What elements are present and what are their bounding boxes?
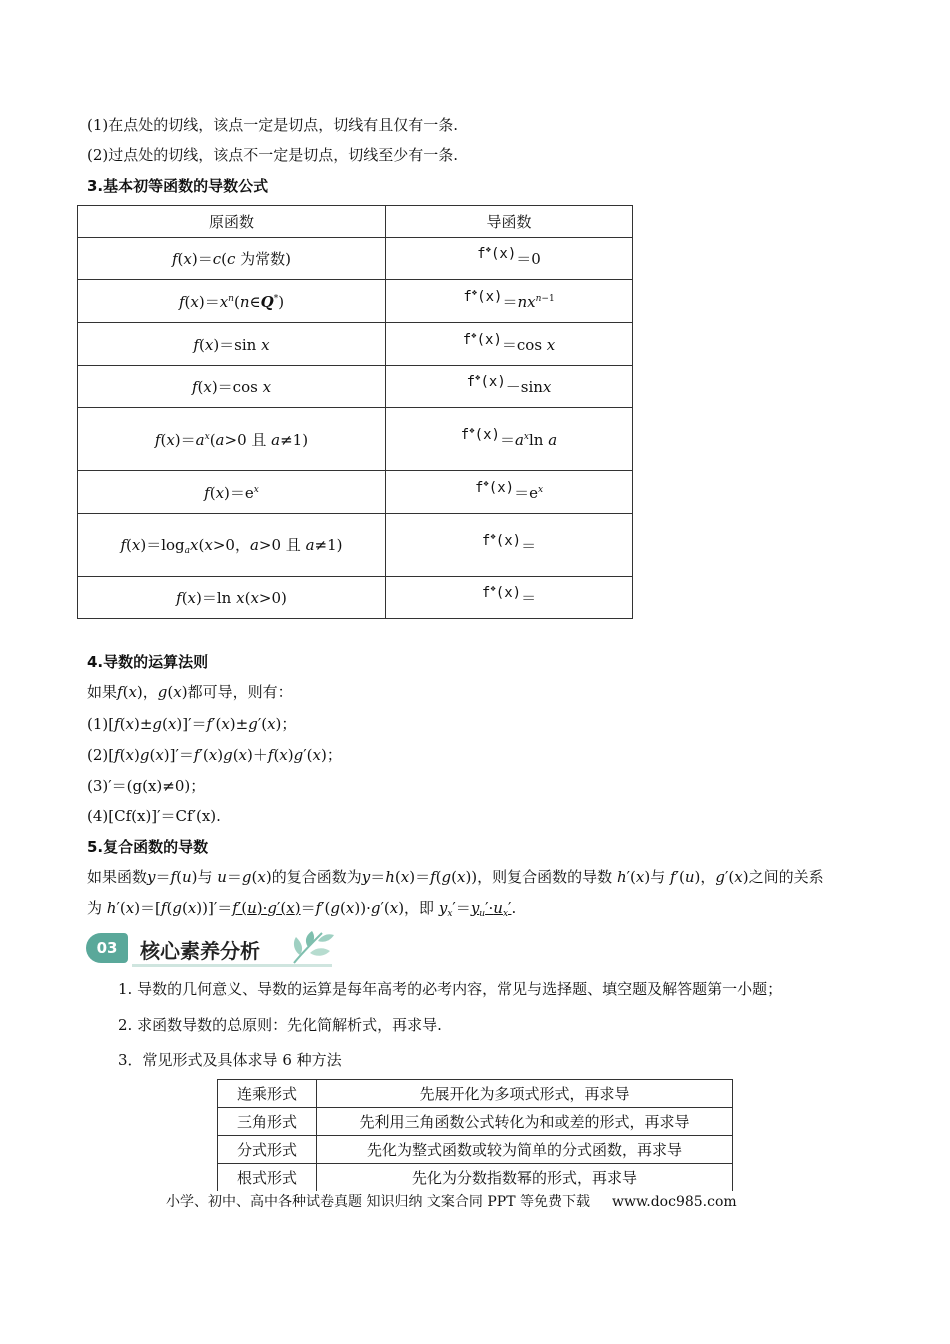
method-description: 先化为整式函数或较为简单的分式函数，再求导 <box>317 1136 733 1164</box>
leaf-icon <box>288 929 336 965</box>
table-row <box>78 408 633 471</box>
deriv-function: f❖(x)＝cos x <box>386 323 633 366</box>
analysis-item-1: 1. 导数的几何意义、导数的运算是每年高考的必考内容，常见与选择题、填空题及解答题第一小题； <box>118 980 783 998</box>
analysis-item-2: 2. 求函数导数的总原则：先化简解析式，再求导. <box>118 1016 442 1034</box>
table-row <box>78 577 633 619</box>
orig-function: f(x)＝sin x <box>78 323 386 366</box>
col-derivative-header: 导函数 <box>386 206 633 238</box>
table-row <box>78 366 633 408</box>
section-number-badge: 03 <box>86 933 128 963</box>
section5-text-1: 如果函数y＝f(u)与 u＝g(x)的复合函数为y＝h(x)＝f(g(x))，则复合函数的导数 h′(x)与 f′(u)，g′(x)之间的关系 <box>87 868 824 886</box>
orig-function: $f(x)=e^x$ <box>78 471 386 514</box>
section3-heading: 3.基本初等函数的导数公式 <box>87 177 269 195</box>
footer-text: 小学、初中、高中各种试卷真题 知识归纳 文案合同 PPT 等免费下载 <box>166 1194 590 1210</box>
rule-2: (2)[f(x)g(x)]′＝f′(x)g(x)＋f(x)g′(x)； <box>87 746 342 764</box>
method-description: 先利用三角函数公式转化为和或差的形式，再求导 <box>317 1108 733 1136</box>
table-row <box>218 1164 733 1192</box>
deriv-function: $f^❖(x)=e^x$ <box>386 471 633 514</box>
table-row <box>78 323 633 366</box>
rule-1: (1)[f(x)±g(x)]′＝f′(x)±g′(x)； <box>87 715 297 733</box>
method-form: 分式形式 <box>218 1136 317 1164</box>
footer-url[interactable]: www.doc985.com <box>611 1194 737 1210</box>
section-banner <box>86 929 336 967</box>
table-row <box>218 1136 733 1164</box>
section5-text-2: 为 h′(x)＝[f(g(x))]′＝f′(u)·g′(x)＝f′(g(x))·g′(x)，即 $y_x'=y_u'\cdot u_x'$. <box>87 899 517 919</box>
orig-function: f(x)＝ln x(x>0) <box>78 577 386 619</box>
section4-heading: 4.导数的运算法则 <box>87 653 209 671</box>
methods-table <box>217 1079 733 1192</box>
deriv-function: f❖(x)＝ <box>386 577 633 619</box>
deriv-function: f❖(x)＝0 <box>386 238 633 280</box>
table-row <box>78 471 633 514</box>
table-row <box>78 514 633 577</box>
orig-function: $f(x)=x^n(n\in Q^*)$ <box>78 280 386 323</box>
analysis-item-3: 3．常见形式及具体求导 6 种方法 <box>118 1051 342 1069</box>
deriv-function: $f^❖(x)=a^x\ln$ a <box>386 408 633 471</box>
derivative-formula-table <box>77 205 633 619</box>
tangent-note-2: (2)过点处的切线，该点不一定是切点，切线至少有一条. <box>87 146 459 164</box>
table-row <box>218 1108 733 1136</box>
deriv-function: f❖(x)＝ <box>386 514 633 577</box>
method-form: 根式形式 <box>218 1164 317 1192</box>
method-description: 先展开化为多项式形式，再求导 <box>317 1080 733 1108</box>
table-row <box>78 238 633 280</box>
method-description: 先化为分数指数幂的形式，再求导 <box>317 1164 733 1192</box>
page-footer <box>162 1191 741 1211</box>
orig-function: $f(x)=\log_ax(x>0$，a>0 且 a≠1) <box>78 514 386 577</box>
method-form: 连乘形式 <box>218 1080 317 1108</box>
deriv-function: $f^❖(x)=nx^{n-1}$ <box>386 280 633 323</box>
col-original-header: 原函数 <box>78 206 386 238</box>
rule-3: (3)′＝(g(x)≠0)； <box>87 777 206 795</box>
table-row <box>218 1080 733 1108</box>
section5-heading: 5.复合函数的导数 <box>87 838 209 856</box>
method-form: 三角形式 <box>218 1108 317 1136</box>
orig-function: f(x)＝c(c 为常数) <box>78 238 386 280</box>
section4-intro: 如果f(x)，g(x)都可导，则有： <box>87 683 293 701</box>
orig-function: f(x)＝cos x <box>78 366 386 408</box>
rule-4: (4)[Cf(x)]′＝Cf′(x). <box>87 807 221 825</box>
deriv-function: f❖(x)－sinx <box>386 366 633 408</box>
table-row <box>78 280 633 323</box>
tangent-note-1: (1)在点处的切线，该点一定是切点，切线有且仅有一条. <box>87 116 459 134</box>
banner-title: 核心素养分析 <box>140 939 260 963</box>
orig-function: $f(x)=a^x(a>0$ 且 a≠1) <box>78 408 386 471</box>
